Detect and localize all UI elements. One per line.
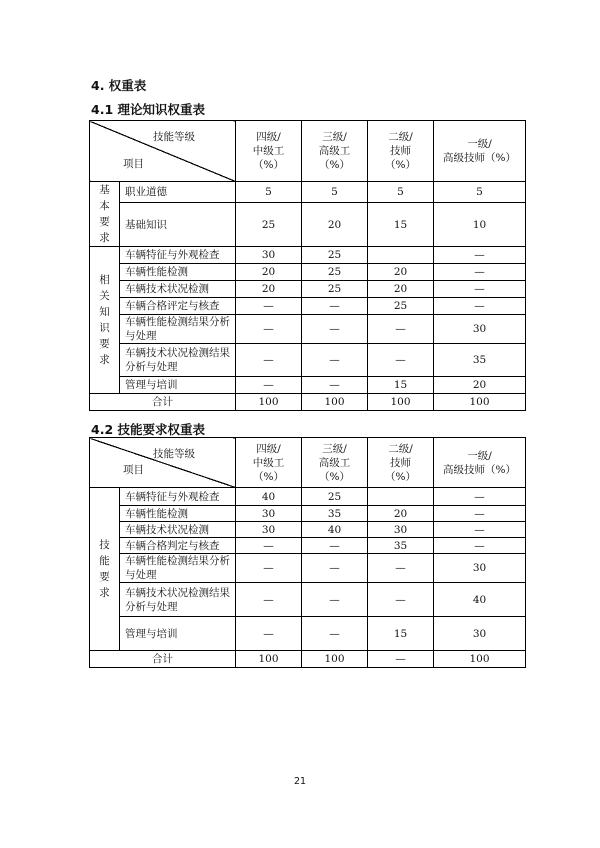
weight-cell: — (236, 315, 302, 344)
header-level-4 (434, 121, 526, 182)
table-row (90, 488, 526, 506)
item-cell: 车辆性能检测结果分析与处理 (120, 554, 236, 583)
item-cell: 管理与培训 (120, 617, 236, 651)
table-row (90, 203, 526, 247)
item-cell: 车辆性能检测结果分析与处理 (120, 315, 236, 344)
weight-cell: — (236, 583, 302, 617)
header-level-text: 技师 (390, 456, 411, 469)
table-row (90, 298, 526, 315)
table-row (90, 281, 526, 298)
header-level-text: 三级/ (322, 131, 347, 143)
header-level-text: 高级技师（%） (443, 463, 516, 476)
total-label: 合计 (90, 394, 236, 411)
weight-cell: — (302, 315, 368, 344)
weight-cell: 30 (434, 315, 526, 344)
header-level-text: （%） (385, 159, 416, 171)
weight-cell: — (434, 264, 526, 281)
weight-cell: 5 (302, 182, 368, 203)
header-corner-cell (90, 121, 236, 182)
header-level-text: （%） (319, 159, 350, 171)
weight-cell: 15 (368, 617, 434, 651)
item-cell: 职业道德 (120, 182, 236, 203)
category-cell (90, 488, 120, 651)
header-skill-level-label: 技能等级 (153, 448, 195, 460)
weight-cell: 40 (434, 583, 526, 617)
weight-cell: — (236, 344, 302, 377)
weight-cell: — (302, 344, 368, 377)
weight-cell (368, 247, 434, 264)
total-row (90, 394, 526, 411)
weight-cell: 20 (368, 506, 434, 522)
header-level-text: （%） (319, 470, 350, 483)
weight-cell: — (236, 617, 302, 651)
header-level-1 (236, 438, 302, 488)
item-cell: 车辆性能检测 (120, 506, 236, 522)
header-level-4 (434, 438, 526, 488)
table-row (90, 377, 526, 394)
header-level-text: 高级工 (318, 456, 351, 469)
skill-requirement-weight-table (89, 437, 526, 668)
weight-cell: 25 (302, 488, 368, 506)
weight-cell: — (434, 538, 526, 554)
total-cell: 100 (236, 394, 302, 411)
weight-cell: 40 (302, 522, 368, 538)
item-cell: 车辆技术状况检测结果分析与处理 (120, 583, 236, 617)
weight-cell: 15 (368, 203, 434, 247)
weight-cell: 15 (368, 377, 434, 394)
weight-cell: 30 (236, 247, 302, 264)
header-level-text: 四级/ (256, 442, 281, 455)
total-cell: 100 (302, 394, 368, 411)
header-skill-level-label: 技能等级 (153, 131, 195, 143)
item-cell: 车辆性能检测 (120, 264, 236, 281)
header-level-text: 高级工 (318, 145, 351, 157)
weight-cell: 30 (434, 554, 526, 583)
category-label: 相关知识要求 (99, 274, 110, 366)
weight-cell: 5 (236, 182, 302, 203)
table-row (90, 554, 526, 583)
weight-cell: — (302, 377, 368, 394)
weight-cell: 25 (302, 247, 368, 264)
weight-cell (368, 488, 434, 506)
weight-cell: — (302, 538, 368, 554)
header-level-2 (302, 121, 368, 182)
theory-knowledge-weight-table (89, 120, 526, 411)
weight-cell: 10 (434, 203, 526, 247)
table-row (90, 264, 526, 281)
weight-cell: 25 (302, 264, 368, 281)
weight-cell: — (236, 538, 302, 554)
weight-cell: — (302, 617, 368, 651)
total-cell: 100 (434, 394, 526, 411)
weight-cell: — (236, 298, 302, 315)
weight-cell: 5 (434, 182, 526, 203)
header-row (90, 121, 526, 182)
subsection-heading-theory-weights: 4.1 理论知识权重表 (91, 102, 205, 117)
header-level-text: （%） (253, 159, 284, 171)
weight-cell: — (434, 506, 526, 522)
weight-cell: 25 (236, 203, 302, 247)
item-cell: 车辆技术状况检测 (120, 281, 236, 298)
header-row (90, 438, 526, 488)
weight-cell: 35 (434, 344, 526, 377)
weight-cell: 40 (236, 488, 302, 506)
header-level-text: 高级技师（%） (443, 152, 516, 164)
header-level-2 (302, 438, 368, 488)
weight-cell: 20 (368, 264, 434, 281)
total-cell: 100 (302, 651, 368, 668)
weight-cell: 20 (302, 203, 368, 247)
weight-cell: 35 (302, 506, 368, 522)
total-cell: 100 (368, 394, 434, 411)
header-level-text: （%） (253, 470, 284, 483)
item-cell: 车辆技术状况检测 (120, 522, 236, 538)
table-row (90, 182, 526, 203)
category-cell (90, 247, 120, 394)
weight-cell: — (236, 377, 302, 394)
weight-cell: — (368, 583, 434, 617)
table-row (90, 247, 526, 264)
weight-cell: — (302, 554, 368, 583)
header-level-3 (368, 121, 434, 182)
category-label: 技能要求 (99, 539, 110, 599)
subsection-heading-skill-weights: 4.2 技能要求权重表 (91, 422, 205, 437)
item-cell: 基础知识 (120, 203, 236, 247)
header-level-text: 三级/ (322, 442, 347, 455)
header-level-1 (236, 121, 302, 182)
table-row (90, 583, 526, 617)
weight-cell: — (302, 298, 368, 315)
weight-cell: 30 (236, 522, 302, 538)
header-level-3 (368, 438, 434, 488)
header-item-label: 项目 (123, 158, 144, 170)
weight-cell: — (434, 247, 526, 264)
item-cell: 车辆技术状况检测结果分析与处理 (120, 344, 236, 377)
weight-cell: 5 (368, 182, 434, 203)
category-label: 基本要求 (99, 184, 110, 244)
header-level-text: 二级/ (388, 131, 413, 143)
header-level-text: （%） (385, 470, 416, 483)
item-cell: 车辆特征与外观检查 (120, 488, 236, 506)
weight-cell: — (434, 298, 526, 315)
table-row (90, 344, 526, 377)
total-cell: — (368, 651, 434, 668)
page-number: 21 (293, 776, 307, 787)
weight-cell: 20 (236, 264, 302, 281)
section-heading-weights: 4. 权重表 (91, 78, 147, 93)
weight-cell: — (368, 554, 434, 583)
header-level-text: 技师 (390, 145, 411, 157)
weight-cell: 20 (236, 281, 302, 298)
weight-cell: — (434, 522, 526, 538)
weight-cell: — (434, 488, 526, 506)
weight-cell: — (236, 554, 302, 583)
item-cell: 管理与培训 (120, 377, 236, 394)
table-row (90, 617, 526, 651)
weight-cell: 20 (434, 377, 526, 394)
total-cell: 100 (434, 651, 526, 668)
weight-cell: 20 (368, 281, 434, 298)
header-level-text: 二级/ (388, 442, 413, 455)
weight-cell: — (434, 281, 526, 298)
header-level-text: 一级/ (467, 138, 492, 150)
header-corner-cell (90, 438, 236, 488)
header-level-text: 一级/ (467, 449, 492, 462)
weight-cell: — (368, 344, 434, 377)
item-cell: 车辆合格评定与核查 (120, 298, 236, 315)
weight-cell: 35 (368, 538, 434, 554)
weight-cell: 30 (368, 522, 434, 538)
total-row (90, 651, 526, 668)
table-row (90, 315, 526, 344)
total-label: 合计 (90, 651, 236, 668)
weight-cell: — (368, 315, 434, 344)
category-cell (90, 182, 120, 247)
weight-cell: 30 (236, 506, 302, 522)
weight-cell: 30 (434, 617, 526, 651)
item-cell: 车辆合格判定与核查 (120, 538, 236, 554)
table-row (90, 538, 526, 554)
weight-cell: — (302, 583, 368, 617)
weight-cell: 25 (302, 281, 368, 298)
header-level-text: 中级工 (252, 456, 285, 469)
total-cell: 100 (236, 651, 302, 668)
table-row (90, 506, 526, 522)
header-level-text: 中级工 (252, 145, 285, 157)
weight-cell: 25 (368, 298, 434, 315)
table-row (90, 522, 526, 538)
header-level-text: 四级/ (256, 131, 281, 143)
header-item-label: 项目 (123, 464, 144, 476)
item-cell: 车辆特征与外观检查 (120, 247, 236, 264)
